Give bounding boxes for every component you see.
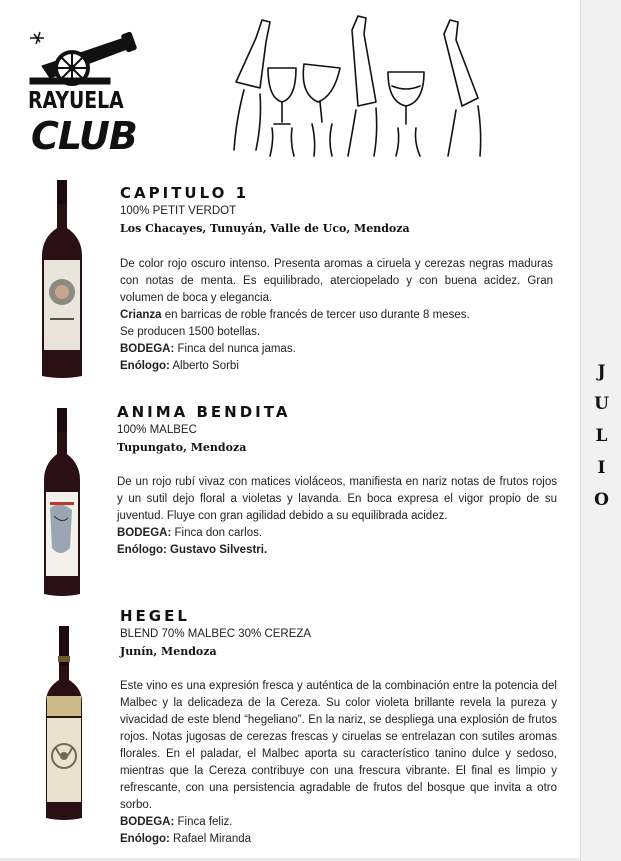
month-letter: L [595,426,608,446]
enologo-value: Alberto Sorbi [169,360,239,372]
enologo-label: Enólogo: Gustavo Silvestri. [117,544,268,556]
wine-enologo [120,831,557,848]
crianza-text: en barricas de roble francés de tercer uso durante 8 meses. [161,309,470,321]
cannon-icon [24,26,154,90]
wine-origin: Los Chacayes, Tunuyán, Valle de Uco, Mendoza [120,222,410,235]
toast-illustration [216,10,516,158]
month-letter: U [594,394,609,414]
wine-grape: 100% MALBEC [117,424,197,436]
wine-description: De color rojo oscuro intenso. Presenta aromas a ciruela y cerezas negras maduras con notas de menta. Es equilibrado, aterciopelado y con buena acidez. Gran volumen de boca y elegancia. [120,258,553,304]
enologo-value: Rafael Miranda [169,833,252,845]
enologo-label: Enólogo: [120,360,170,372]
wine-title: ANIMA BENDITA [117,403,291,421]
bodega-value: Finca feliz. [174,816,233,828]
wine-title: HEGEL [120,607,190,625]
wine-title: CAPITULO 1 [120,184,250,202]
month-sidebar [580,0,621,861]
month-label [581,356,621,516]
wine-description-block [120,678,557,848]
enologo-label: Enólogo: [120,833,170,845]
wine-description: Este vino es una expresión fresca y auténtica de la combinación entre la potencia del Malbec y la delicadeza de la Cereza. Su color violeta brillante revela la pureza y vivacidad de este blend “hegeliano”. En la nariz, se despliega una explosión de frutos rojos. Notas jugosas de cerezas frescas y ciruelas se entrelazan con sutiles aromas florales. En el paladar, el Malbec aporta su característico tanino dulce y sedoso, mientras que la Cereza contribuye con una frescura vibrante. El final es limpio y refrescante, con una persistencia agradable de frutos del bosque que invita a otro sorbo. [120,680,557,811]
bodega-label: BODEGA: [117,527,172,539]
month-letter: O [594,490,609,510]
bodega-label: BODEGA: [120,343,175,355]
month-letter: I [597,458,606,478]
wine-production: Se producen 1500 botellas. [120,326,261,338]
bodega-label: BODEGA: [120,816,175,828]
wine-enologo [120,358,553,375]
crianza-label: Crianza [120,309,162,321]
hegel-bottle-image [44,626,84,822]
wine-origin: Tupungato, Mendoza [117,441,247,454]
bodega-value: Finca del nunca jamas. [174,343,296,355]
logo-word-rayuela: RAYUELA [28,88,124,114]
wine-grape: BLEND 70% MALBEC 30% CEREZA [120,628,312,640]
wine-grape: 100% PETIT VERDOT [120,205,237,217]
capitulo-1-bottle-image [40,180,84,380]
wine-crianza [120,307,553,324]
wine-bodega [120,814,557,831]
rayuela-club-logo [24,26,154,166]
wine-description: De un rojo rubí vivaz con matices violáceos, manifiesta en nariz notas de frutos rojos y un sutil dejo floral a violetas y lavanda. En boca expresa el vigor propio de su juventud. Fluye con gran agilidad debido a su equilibrada acidez. [117,476,557,522]
wine-bodega [117,525,557,542]
wine-enologo [117,542,557,559]
wine-description-block [120,256,553,375]
wine-description-block [117,474,557,559]
wine-origin: Junín, Mendoza [120,645,217,658]
bodega-value: Finca don carlos. [171,527,263,539]
anima-bendita-bottle-image [42,408,82,598]
logo-word-club: CLUB [31,114,137,158]
wine-bodega [120,341,553,358]
month-letter: J [597,362,606,382]
